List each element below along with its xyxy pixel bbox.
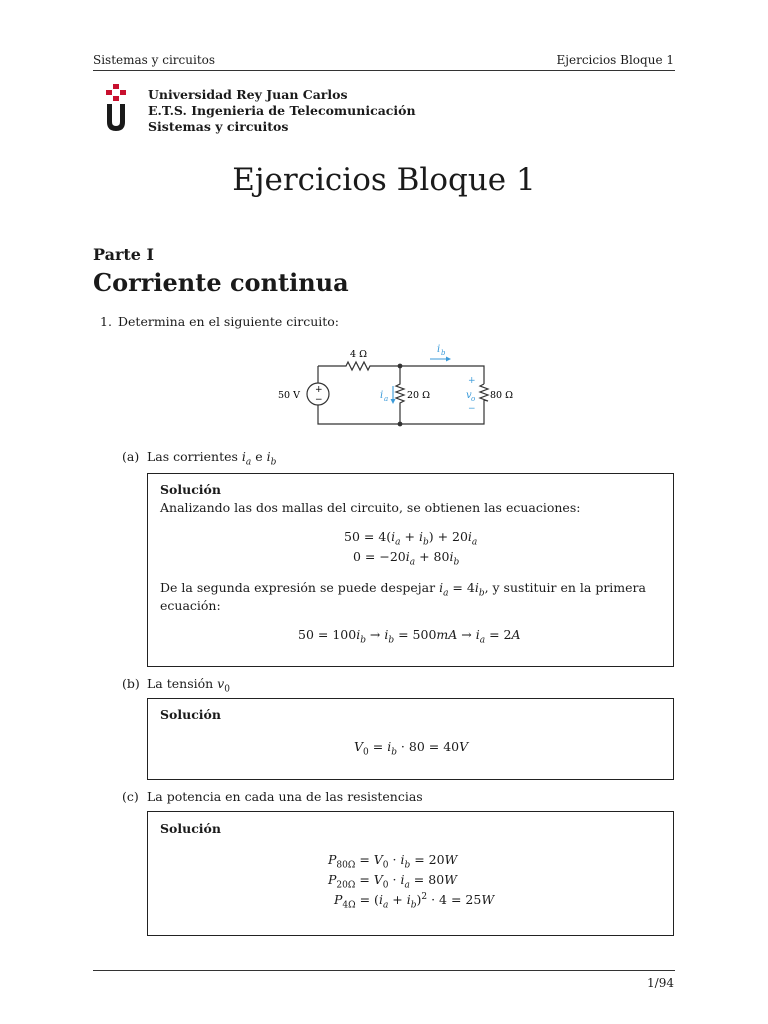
svg-text:+: +: [468, 376, 476, 386]
document-title: Ejercicios Bloque 1: [232, 162, 536, 198]
urjc-logo: [104, 84, 132, 134]
part-a-label: (a): [122, 449, 140, 464]
node-bottom: [398, 422, 403, 427]
equation-5: $P_{80\Omega} = V_0 \cdot i_b = 20W$: [328, 852, 458, 871]
svg-text:b: b: [441, 349, 446, 357]
part-c-question: La potencia en cada una de las resistencias: [147, 789, 423, 804]
svg-text:a: a: [384, 395, 389, 403]
university-name: Universidad Rey Juan Carlos: [148, 87, 348, 102]
exercise-number: 1.: [100, 314, 112, 329]
part-a-question: Las corrientes $i_a$ e $i_b$: [147, 449, 277, 468]
school-name: E.T.S. Ingenieria de Telecomunicación: [148, 103, 416, 118]
r3-label: 80 Ω: [490, 390, 513, 401]
svg-text:+: +: [315, 385, 323, 395]
equation-7: $P_{4\Omega} = (i_a + i_b)^2 \cdot 4 = 25W$: [334, 892, 495, 911]
running-header-left: Sistemas y circuitos: [93, 53, 216, 67]
page-number: 1/94: [647, 976, 674, 990]
solution-box-b: [147, 698, 674, 780]
part-b-label: (b): [122, 676, 140, 691]
svg-text:−: −: [468, 404, 476, 414]
course-name: Sistemas y circuitos: [148, 119, 289, 134]
solution-title: Solución: [160, 821, 221, 836]
equation-2: $0 = -20i_a + 80i_b$: [353, 549, 460, 568]
svg-text:v: v: [466, 390, 472, 401]
r1-label: 4 Ω: [350, 349, 367, 360]
footer-rule: [93, 970, 675, 971]
part-heading: Parte I: [93, 245, 155, 264]
running-header-right: Ejercicios Bloque 1: [556, 53, 674, 67]
exercise-prompt: Determina en el siguiente circuito:: [118, 314, 340, 329]
equation-4: $V_0 = i_b \cdot 80 = 40V$: [354, 739, 469, 758]
section-heading: Corriente continua: [93, 268, 349, 297]
part-b-question: La tensión $v_0$: [147, 676, 230, 695]
node-top: [398, 364, 403, 369]
solution-text-3: ecuación:: [160, 598, 221, 613]
equation-3: $50 = 100i_b \to i_b = 500mA \to i_a = 2A$: [298, 627, 521, 646]
circuit-diagram: [270, 338, 530, 433]
svg-text:i: i: [437, 344, 441, 355]
part-c-label: (c): [122, 789, 139, 804]
source-label: 50 V: [278, 390, 300, 401]
equation-1: $50 = 4(i_a + i_b) + 20i_a$: [344, 529, 478, 548]
solution-box-a: [147, 473, 674, 667]
svg-text:−: −: [315, 395, 323, 405]
solution-box-c: [147, 811, 674, 936]
solution-title: Solución: [160, 482, 221, 497]
header-rule: [93, 70, 675, 71]
solution-title: Solución: [160, 707, 221, 722]
equation-6: $P_{20\Omega} = V_0 \cdot i_a = 80W$: [328, 872, 458, 891]
solution-text: Analizando las dos mallas del circuito, se obtienen las ecuaciones:: [160, 500, 581, 515]
svg-text:i: i: [380, 390, 384, 401]
r2-label: 20 Ω: [407, 390, 430, 401]
solution-text-2: De la segunda expresión se puede despejar $i_a = 4i_b$, y sustituir en la primera: [160, 580, 646, 599]
svg-text:o: o: [471, 395, 476, 403]
